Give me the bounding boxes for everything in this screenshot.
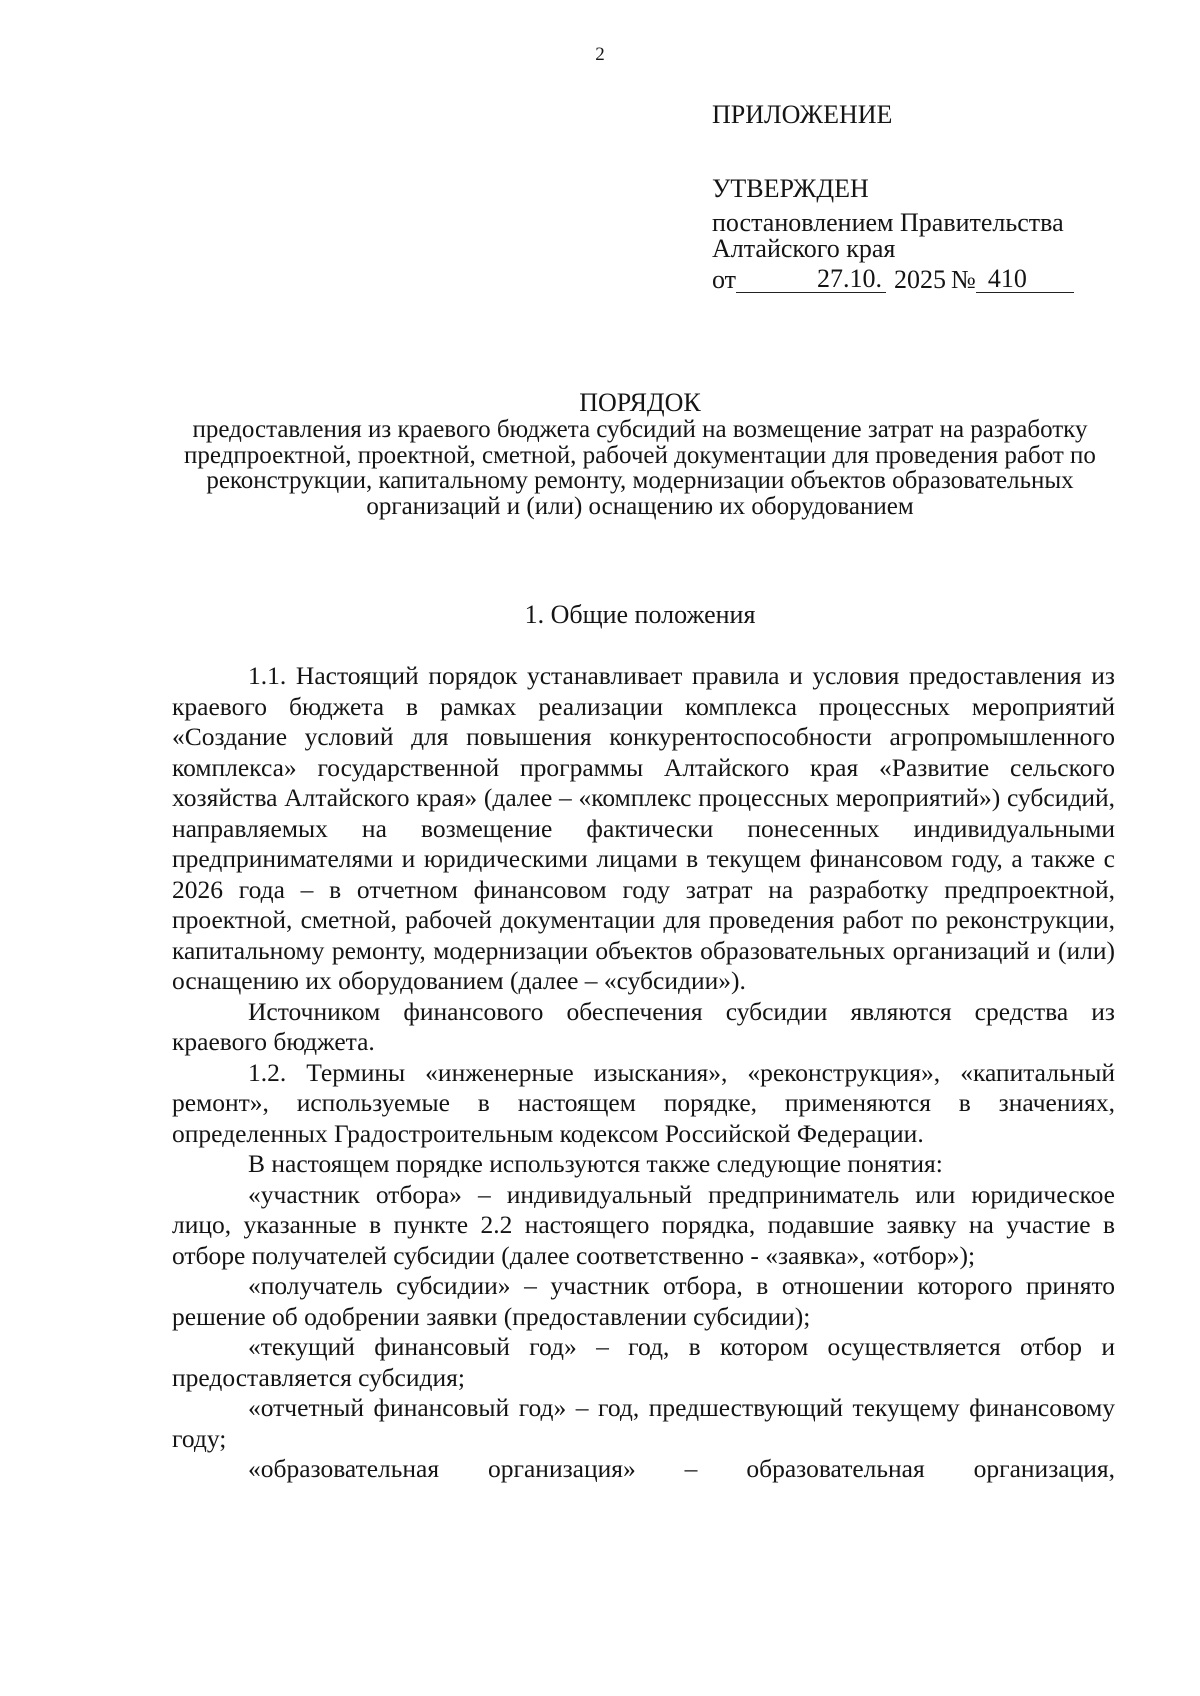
section-heading: 1. Общие положения	[524, 600, 756, 629]
approved-label: УТВЕРЖДЕН	[712, 174, 869, 203]
approval-block	[712, 102, 1074, 293]
page-number: 2	[595, 44, 605, 65]
paragraph: Источником финансового обеспечения субсидии являются средства из краевого бюджета.	[172, 996, 1115, 1056]
approval-date-year: 2025	[894, 265, 947, 294]
paragraph: 1.1. Настоящий порядок устанавливает правила и условия предоставления из краевого бюджета в рамках реализации комплекса процессных мероприятий «Создание условий для повышения конкурентоспособности агропромышленного комплекса» государственной программы Алтайского края «Развитие сельского хозяйства Алтайского края» (далее – «комплекс процессных мероприятий») субсидий, направляемых на возмещение фактически понесенных индивидуальными предпринимателями и юридическими лицами в текущем финансовом году, а также с 2026 года – в отчетном финансовом году затрат на разработку предпроектной, проектной, сметной, рабочей документации для проведения работ по реконструкции, капитальному ремонту, модернизации объектов образовательных организаций и (или) оснащению их оборудованием (далее – «субсидии»).	[172, 661, 1115, 995]
approved-by-region: Алтайского края	[712, 234, 896, 263]
paragraph: В настоящем порядке используются также следующие понятия:	[248, 1149, 943, 1178]
document-title: ПОРЯДОК	[579, 388, 701, 417]
paragraph: 1.2. Термины «инженерные изыскания», «реконструкция», «капитальный ремонт», используемые в настоящем порядке, применяются в значениях, определенных Градостроительным кодексом Российской Федерации.	[172, 1057, 1115, 1148]
document-body	[172, 661, 1115, 1485]
paragraph: «отчетный финансовый год» – год, предшествующий текущему финансовому году;	[172, 1393, 1115, 1453]
from-label: от	[712, 265, 737, 294]
document-subtitle: предоставления из краевого бюджета субсидий на возмещение затрат на разработку предпроектной, проектной, сметной, рабочей документации для проведения работ по реконструкции, капитальному ремонту, модернизации объектов образовательных организаций и (или) оснащению их оборудованием	[184, 416, 1096, 520]
approved-by-line: постановлением Правительства	[712, 208, 1064, 237]
appendix-label: ПРИЛОЖЕНИЕ	[712, 100, 893, 129]
approval-date-line	[712, 266, 1074, 293]
number-sign: №	[951, 265, 976, 294]
paragraph: «образовательная организация» – образовательная организация,	[248, 1454, 1115, 1483]
paragraph: «получатель субсидии» – участник отбора, в отношении которого принято решение об одобрении заявки (предоставлении субсидии);	[172, 1271, 1115, 1331]
paragraph: «текущий финансовый год» – год, в котором осуществляется отбор и предоставляется субсидия;	[172, 1332, 1115, 1392]
approval-number: 410	[976, 266, 1074, 293]
approval-date-day: 27.10.	[736, 266, 886, 293]
paragraph: «участник отбора» – индивидуальный предприниматель или юридическое лицо, указанные в пункте 2.2 настоящего порядка, подавшие заявку на участие в отборе получателей субсидии (далее соответственно - «заявка», «отбор»);	[172, 1179, 1115, 1270]
